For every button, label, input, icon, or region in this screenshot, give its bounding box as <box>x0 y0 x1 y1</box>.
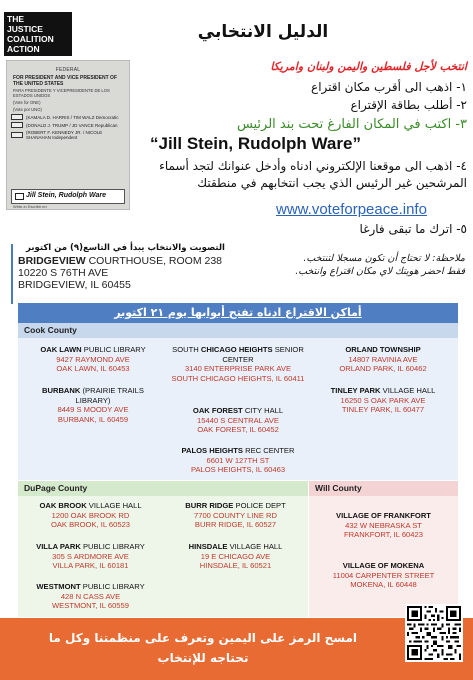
location-name <box>308 345 458 355</box>
early-voting-name-bold: BRIDGEVIEW <box>18 255 86 267</box>
location-name <box>168 345 308 364</box>
location-city: PALOS HEIGHTS, IL 60463 <box>190 465 286 474</box>
early-voting-location <box>18 255 248 291</box>
location-name <box>168 446 308 456</box>
location-name-bold: PALOS HEIGHTS <box>181 446 243 455</box>
polling-location <box>18 345 168 374</box>
location-name-rest: PUBLIC LIBRARY <box>80 582 145 591</box>
ballot-top-label: FEDERAL <box>55 67 81 73</box>
location-name <box>308 386 458 396</box>
location-name-bold: BURR RIDGE <box>185 501 234 510</box>
location-street: 9427 RAYMOND AVE <box>56 354 130 364</box>
location-name-bold: ORLAND TOWNSHIP <box>345 345 421 354</box>
location-street: 305 S ARDMORE AVE <box>52 551 129 561</box>
location-name-bold: OAK BROOK <box>39 501 87 510</box>
page-title: الدليل الانتخابي <box>197 22 329 42</box>
divider-bar <box>11 244 13 304</box>
polling-places-banner: أماكن الاقتراع ادناه تفتح أبوابها يوم ٢١ اكتوبر <box>18 303 458 323</box>
early-voting-name <box>18 255 248 267</box>
early-voting-heading: التصويت والانتخاب يبدأ في التاسع(٩) من اكتوبر <box>26 243 225 253</box>
county-heading: Cook County <box>18 323 458 338</box>
location-name-bold: VILLAGE OF FRANKFORT <box>336 511 431 520</box>
location-name-rest: CITY HALL <box>242 406 284 415</box>
location-name <box>163 542 308 552</box>
footer-text: امسح الرمز على اليمين وتعرف على منظمتنا وكل ما تحتاجه للإنتخاب <box>48 631 358 665</box>
polling-location <box>168 446 308 475</box>
location-name-bold: WESTMONT <box>36 582 81 591</box>
ballot-heading-es: PARA PRESIDENTE Y VICEPRESIDENTE DE LOS ESTADOS UNIDOS <box>13 88 110 98</box>
step-3: ٣- اكتب في المكان الفارغ تحت بند الرئيس <box>236 117 467 132</box>
location-name-rest: PUBLIC LIBRARY <box>81 345 146 354</box>
location-city: BURBANK, IL 60459 <box>57 414 129 424</box>
location-city: SOUTH CHICAGO HEIGHTS, IL 60411 <box>171 373 305 383</box>
location-name <box>18 345 168 355</box>
location-street: 15440 S CENTRAL AVE <box>197 415 279 425</box>
location-name-rest: VILLAGE HALL <box>86 501 142 510</box>
ballot-candidate: (DONALD J. TRUMP / JD VANCE Republican <box>26 122 118 128</box>
qr-code-graphic <box>407 606 461 660</box>
step-4: ٤- اذهب الى موقعنا الإلكتروني ادناه وأدخل عنوانك لتجد أسماء المرشحين غير الرئيس الذي يجب انتخابهم في منطقتك <box>159 159 467 190</box>
location-street: 1200 OAK BROOK RD <box>51 510 130 520</box>
website-link[interactable]: www.voteforpeace.info <box>276 201 427 218</box>
location-name-rest: PUBLIC LIBRARY <box>80 542 145 551</box>
ballot-write-in <box>11 189 125 204</box>
location-name <box>168 406 308 416</box>
location-name <box>309 511 458 521</box>
location-name-rest: (PRAIRIE TRAILS LIBRARY) <box>75 386 144 405</box>
location-name-bold: TINLEY PARK <box>330 386 381 395</box>
location-name-bold: BURBANK <box>42 386 81 395</box>
location-street: 428 N CASS AVE <box>60 591 121 601</box>
polling-location <box>168 406 308 435</box>
location-city: OAK BROOK, IL 60523 <box>50 520 131 529</box>
polling-location <box>163 501 308 530</box>
county-heading: Will County <box>309 481 458 496</box>
step-2: ٢- أطلب بطاقة الإقتراع <box>350 98 467 112</box>
early-voting-city: BRIDGEVIEW, IL 60455 <box>18 279 131 291</box>
location-street: 14807 RAVINIA AVE <box>348 354 418 364</box>
write-in-candidates: “Jill Stein, Rudolph Ware” <box>150 134 361 153</box>
note-line-2: فقط احضر هويتك لاي مكان اقتراع وانتخب. <box>295 266 465 277</box>
polling-location <box>163 542 308 571</box>
ballot-image <box>6 60 130 210</box>
polling-location <box>308 345 458 374</box>
step-5: ٥- اترك ما تبقى فارغا <box>359 222 467 236</box>
polling-location <box>18 542 163 571</box>
logo-line: JUSTICE <box>7 24 43 34</box>
location-street: 7700 COUNTY LINE RD <box>194 510 277 520</box>
location-city: HINSDALE, IL 60521 <box>199 561 272 570</box>
location-name <box>18 542 163 552</box>
polling-location <box>308 386 458 415</box>
logo-line: COALITION <box>7 34 54 44</box>
note-line-1: ملاحظة: لا تحتاج أن تكون مسجلا لتنتخب. <box>303 253 465 264</box>
ballot-candidate-row <box>7 121 129 129</box>
location-name <box>18 501 163 511</box>
location-name-bold: CHICAGO HEIGHTS <box>200 345 273 354</box>
polling-location <box>168 345 308 383</box>
location-name-rest: VILLAGE HALL <box>380 386 436 395</box>
polling-location <box>18 501 163 530</box>
location-name-rest: VILLAGE HALL <box>227 542 283 551</box>
ballot-vote-one-es: (Vote por UNO) <box>13 107 42 112</box>
will-county-section <box>309 481 458 617</box>
registration-note <box>245 252 465 278</box>
location-street: 16250 S OAK PARK AVE <box>340 395 426 405</box>
location-city: WESTMONT, IL 60559 <box>52 601 129 610</box>
location-street: 11004 CARPENTER STREET <box>332 570 435 580</box>
ballot-write-in-oval <box>15 193 24 200</box>
location-street: 3140 ENTERPRISE PARK AVE <box>184 364 292 373</box>
location-name-bold: VILLA PARK <box>36 542 81 551</box>
early-voting-street: 10220 S 76TH AVE <box>18 267 109 279</box>
ballot-candidate-row <box>7 113 129 121</box>
polling-location <box>28 386 158 424</box>
ballot-oval <box>11 114 23 120</box>
location-city: BURR RIDGE, IL 60527 <box>194 520 277 529</box>
location-city: TINLEY PARK, IL 60477 <box>341 405 425 414</box>
ballot-oval <box>11 122 23 128</box>
location-name-rest: SENIOR CENTER <box>222 345 304 364</box>
polling-location <box>18 582 163 611</box>
location-name-rest: REC CENTER <box>242 446 295 455</box>
qr-code-icon[interactable] <box>405 604 463 662</box>
polling-location <box>309 561 458 590</box>
cook-county-section <box>18 323 458 480</box>
polling-location <box>309 511 458 540</box>
location-city: OAK FOREST, IL 60452 <box>197 425 279 434</box>
ballot-vote-one: (Vote for ONE) <box>13 100 41 105</box>
logo-line: ACTION <box>7 44 40 54</box>
county-heading: DuPage County <box>18 481 308 496</box>
location-street: 19 E CHICAGO AVE <box>200 551 271 561</box>
ballot-heading: FOR PRESIDENT AND VICE PRESIDENT OF THE UNITED STATES <box>13 75 117 87</box>
location-street: 8449 S MOODY AVE <box>57 405 129 414</box>
location-name <box>28 386 158 405</box>
location-street: 6601 W 127TH ST <box>206 455 270 465</box>
location-name <box>18 582 163 592</box>
early-voting-name-rest: COURTHOUSE, ROOM 238 <box>85 255 223 267</box>
location-name-bold: OAK FOREST <box>192 406 243 415</box>
ballot-candidate: (ROBERT F. KENNEDY JR. / NICOLE SHANAHAN Independent <box>26 130 103 140</box>
dupage-county-section <box>18 481 308 617</box>
location-city: OAK LAWN, IL 60453 <box>56 364 130 373</box>
location-name-bold: HINSDALE <box>188 542 228 551</box>
page-subtitle: انتخب لأجل فلسطين واليمن ولبنان وامريكا <box>270 60 467 73</box>
location-city: VILLA PARK, IL 60181 <box>52 561 129 570</box>
ballot-candidate: (KAMALA D. HARRIS / TIM WALZ Democratic <box>26 114 119 120</box>
justice-coalition-logo <box>4 12 72 56</box>
location-city: MOKENA, IL 60448 <box>350 580 417 589</box>
location-city: FRANKFORT, IL 60423 <box>344 530 423 539</box>
ballot-oval <box>11 132 23 138</box>
ballot-write-in-label: Write-in Escribir en <box>13 204 47 209</box>
location-street: 432 W NEBRASKA ST <box>345 520 422 530</box>
logo-line: THE <box>7 14 24 24</box>
location-name <box>163 501 308 511</box>
location-city: ORLAND PARK, IL 60462 <box>339 364 427 373</box>
location-name <box>309 561 458 571</box>
step-1: ١- اذهب الى أقرب مكان اقتراع <box>311 80 467 94</box>
location-name-rest: POLICE DEPT <box>233 501 286 510</box>
ballot-candidate-row <box>7 129 129 141</box>
location-name-bold: OAK LAWN <box>40 345 82 354</box>
ballot-write-in-name: Jill Stein, Rudolph Ware <box>26 192 106 199</box>
location-name-pre: SOUTH <box>172 345 201 354</box>
location-name-bold: VILLAGE OF MOKENA <box>342 561 425 570</box>
